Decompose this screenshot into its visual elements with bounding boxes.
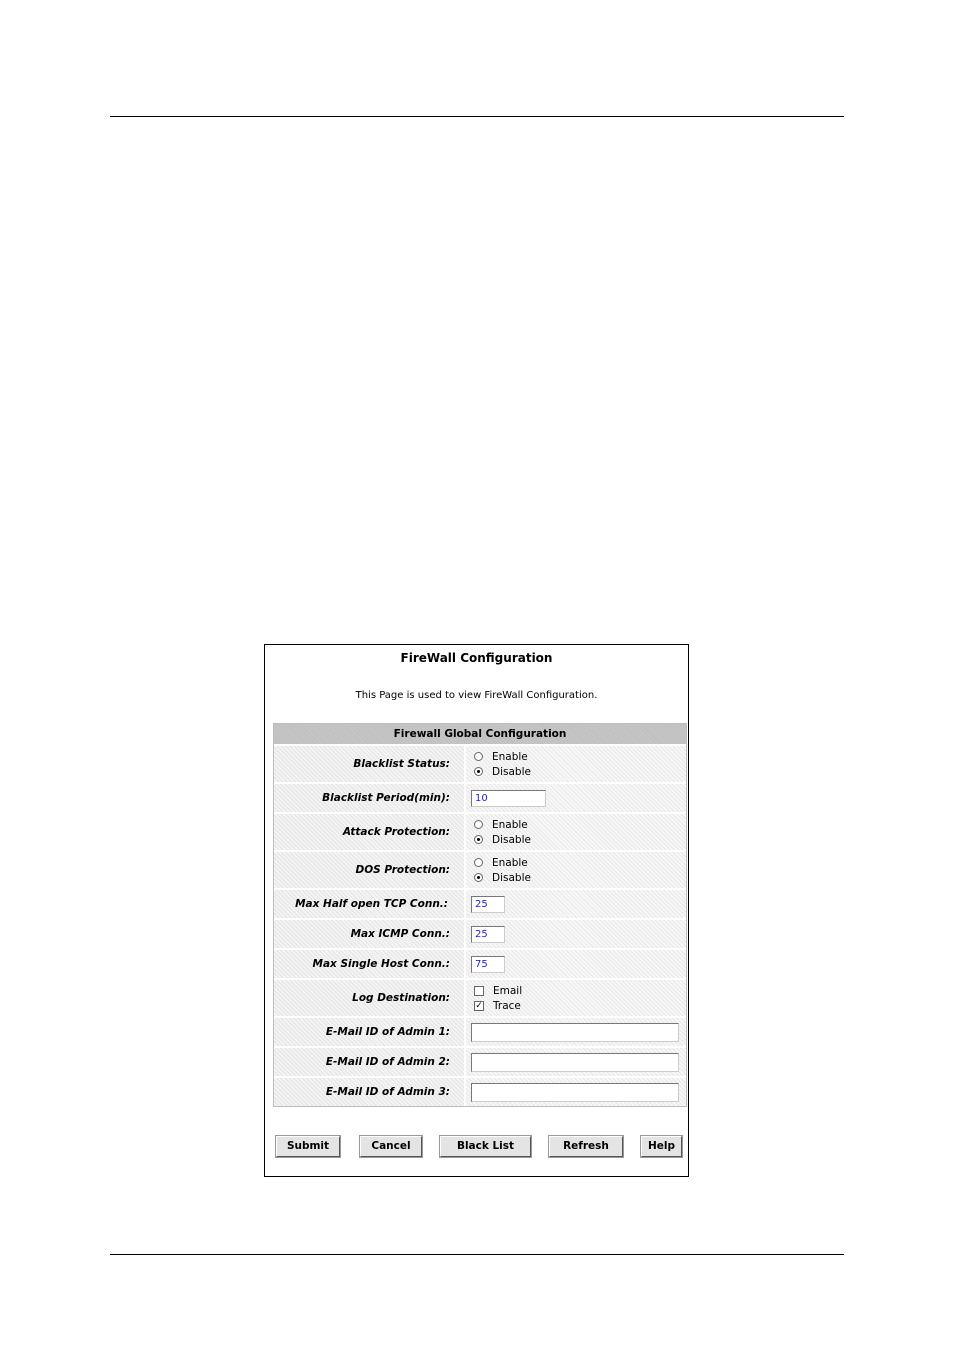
blacklist-status-disable-radio[interactable]: [474, 767, 483, 776]
table-row: [274, 888, 686, 918]
page-top-rule: [110, 116, 844, 117]
max-icmp-value: [466, 920, 686, 948]
admin-email-1-label: E-Mail ID of Admin 1:: [274, 1018, 466, 1046]
log-destination-trace-checkbox[interactable]: ✓: [475, 1000, 483, 1011]
blacklist-status-enable-radio[interactable]: [474, 752, 483, 761]
help-button[interactable]: Help: [641, 1136, 682, 1157]
section-header: Firewall Global Configuration: [274, 724, 686, 744]
log-destination-email-option[interactable]: [471, 983, 686, 998]
admin-email-2-label: E-Mail ID of Admin 2:: [274, 1048, 466, 1076]
log-destination-email-checkbox[interactable]: [474, 986, 484, 996]
firewall-global-config-table: [273, 723, 687, 1107]
admin-email-3-input[interactable]: [471, 1083, 679, 1102]
attack-protection-enable-radio[interactable]: [474, 820, 483, 829]
log-destination-trace-option[interactable]: [471, 998, 686, 1013]
dos-protection-value: [466, 852, 686, 888]
max-single-host-label: Max Single Host Conn.:: [274, 950, 466, 978]
table-row: [274, 812, 686, 850]
table-row: [274, 1076, 686, 1106]
max-half-open-input[interactable]: 25: [471, 896, 505, 913]
admin-email-3-value: [466, 1078, 686, 1106]
page-description: This Page is used to view FireWall Configuration.: [355, 690, 598, 701]
table-row: [274, 1046, 686, 1076]
blacklist-status-value: [466, 746, 686, 782]
option-label: Enable: [492, 750, 528, 763]
option-label: Disable: [492, 765, 531, 778]
max-half-open-value: [466, 890, 686, 918]
attack-protection-disable-option[interactable]: [471, 832, 686, 847]
option-label: Enable: [492, 856, 528, 869]
page-title: FireWall Configuration: [400, 651, 553, 665]
log-destination-label: Log Destination:: [274, 980, 466, 1016]
table-row: [274, 744, 686, 782]
admin-email-3-label: E-Mail ID of Admin 3:: [274, 1078, 466, 1106]
admin-email-1-input[interactable]: [471, 1023, 679, 1042]
attack-protection-disable-radio[interactable]: [474, 835, 483, 844]
admin-email-2-input[interactable]: [471, 1053, 679, 1072]
refresh-button[interactable]: Refresh: [549, 1136, 623, 1157]
max-icmp-input[interactable]: 25: [471, 926, 505, 943]
page-bottom-rule: [110, 1254, 844, 1255]
button-bar: [275, 1136, 681, 1158]
blacklist-status-label: Blacklist Status:: [274, 746, 466, 782]
dos-protection-disable-option[interactable]: [471, 870, 686, 885]
option-label: Enable: [492, 818, 528, 831]
dos-protection-disable-radio[interactable]: [474, 873, 483, 882]
max-half-open-label: Max Half open TCP Conn.:: [274, 890, 466, 918]
dos-protection-label: DOS Protection:: [274, 852, 466, 888]
table-row: [274, 978, 686, 1016]
blacklist-period-value: [466, 784, 686, 812]
cancel-button[interactable]: Cancel: [360, 1136, 422, 1157]
attack-protection-label: Attack Protection:: [274, 814, 466, 850]
option-label: Disable: [492, 833, 531, 846]
max-icmp-label: Max ICMP Conn.:: [274, 920, 466, 948]
admin-email-2-value: [466, 1048, 686, 1076]
max-single-host-value: [466, 950, 686, 978]
admin-email-1-value: [466, 1018, 686, 1046]
table-row: [274, 782, 686, 812]
option-label: Trace: [493, 999, 521, 1012]
blacklist-period-label: Blacklist Period(min):: [274, 784, 466, 812]
blacklist-status-disable-option[interactable]: [471, 764, 686, 779]
dos-protection-enable-radio[interactable]: [474, 858, 483, 867]
option-label: Disable: [492, 871, 531, 884]
blacklist-status-enable-option[interactable]: [471, 749, 686, 764]
table-row: [274, 850, 686, 888]
dos-protection-enable-option[interactable]: [471, 855, 686, 870]
table-row: [274, 948, 686, 978]
max-single-host-input[interactable]: 75: [471, 956, 505, 973]
submit-button[interactable]: Submit: [276, 1136, 340, 1157]
option-label: Email: [493, 984, 523, 997]
blacklist-period-input[interactable]: 10: [471, 790, 546, 807]
table-row: [274, 918, 686, 948]
attack-protection-enable-option[interactable]: [471, 817, 686, 832]
table-row: [274, 1016, 686, 1046]
log-destination-value: [466, 980, 686, 1016]
black-list-button[interactable]: Black List: [440, 1136, 531, 1157]
attack-protection-value: [466, 814, 686, 850]
firewall-config-panel: [264, 644, 689, 1177]
